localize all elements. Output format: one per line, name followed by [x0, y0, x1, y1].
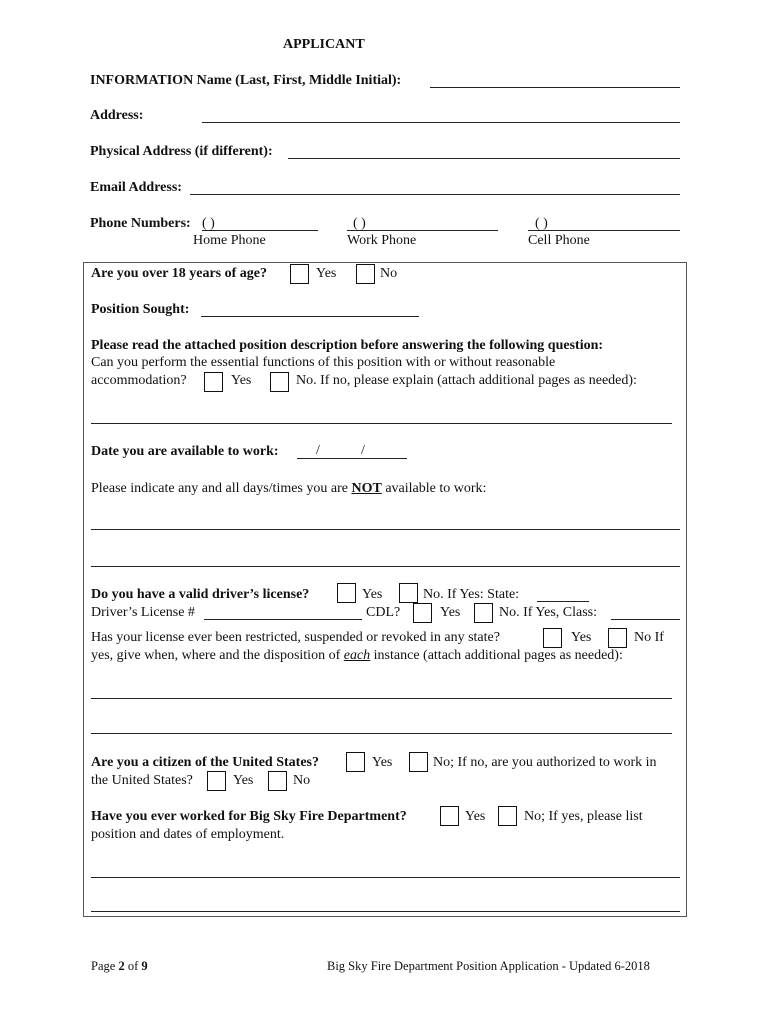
age-yes-label: Yes	[316, 266, 337, 281]
age-yes-checkbox[interactable]	[290, 264, 309, 284]
authorized-no-label: No	[293, 773, 311, 788]
email-field[interactable]	[190, 194, 680, 195]
license-no-checkbox[interactable]	[399, 583, 418, 603]
license-number-label: Driver’s License #	[91, 605, 195, 620]
physical-address-field[interactable]	[288, 158, 680, 159]
read-instruction: Please read the attached position description before answering the following question:	[91, 338, 604, 353]
license-yes-label: Yes	[362, 587, 383, 602]
date-available-field[interactable]	[297, 458, 407, 459]
cell-phone-field[interactable]	[528, 230, 680, 231]
worked-question: Have you ever worked for Big Sky Fire Department?	[91, 809, 407, 824]
position-label: Position Sought:	[91, 302, 190, 317]
not-available-line-2[interactable]	[91, 566, 680, 567]
cdl-class-field[interactable]	[611, 619, 680, 620]
position-field[interactable]	[201, 316, 419, 317]
phone-label: Phone Numbers:	[90, 216, 191, 231]
authorized-no-checkbox[interactable]	[268, 771, 287, 791]
work-phone-field[interactable]	[347, 230, 498, 231]
restricted-no-label: No If	[634, 630, 664, 645]
worked-no-checkbox[interactable]	[498, 806, 517, 826]
accommodation-yes-checkbox[interactable]	[204, 372, 223, 392]
license-state-field[interactable]	[537, 601, 589, 602]
not-available-line-1[interactable]	[91, 529, 680, 530]
cdl-no-class-label: No. If Yes, Class:	[499, 605, 598, 620]
cell-phone-paren: ( )	[535, 216, 548, 231]
date-slash-2: /	[361, 443, 365, 458]
worked-yes-label: Yes	[465, 809, 486, 824]
footer-doc-title: Big Sky Fire Department Position Application - Updated 6-2018	[327, 959, 650, 973]
age-no-label: No	[380, 266, 398, 281]
date-available-label: Date you are available to work:	[91, 444, 279, 459]
citizen-no-label: No; If no, are you authorized to work in	[433, 755, 657, 770]
address-field[interactable]	[202, 122, 680, 123]
license-question: Do you have a valid driver’s license?	[91, 587, 310, 602]
perform-question: Can you perform the essential functions of this position with or without reasonable	[91, 355, 556, 370]
citizen-yes-label: Yes	[372, 755, 393, 770]
accommodation-no-checkbox[interactable]	[270, 372, 289, 392]
citizen-no-checkbox[interactable]	[409, 752, 428, 772]
cell-phone-caption: Cell Phone	[528, 233, 590, 248]
worked-explain-line-2[interactable]	[91, 911, 680, 912]
physical-address-label: Physical Address (if different):	[90, 144, 273, 159]
cdl-yes-label: Yes	[440, 605, 461, 620]
restricted-explain-line-1[interactable]	[91, 698, 672, 699]
home-phone-field[interactable]	[202, 230, 318, 231]
address-label: Address:	[90, 108, 144, 123]
worked-yes-checkbox[interactable]	[440, 806, 459, 826]
cdl-yes-checkbox[interactable]	[413, 603, 432, 623]
age-question: Are you over 18 years of age?	[91, 266, 267, 281]
accommodation-yes-label: Yes	[231, 373, 252, 388]
worked-question-2: position and dates of employment.	[91, 827, 285, 842]
cdl-label: CDL?	[366, 605, 401, 620]
home-phone-paren: ( )	[202, 216, 215, 231]
cdl-no-checkbox[interactable]	[474, 603, 493, 623]
date-slash-1: /	[316, 443, 320, 458]
authorized-yes-checkbox[interactable]	[207, 771, 226, 791]
work-phone-caption: Work Phone	[347, 233, 417, 248]
worked-explain-line-1[interactable]	[91, 877, 680, 878]
restricted-explain-line-2[interactable]	[91, 733, 672, 734]
page-number: Page 2 of 9	[91, 959, 148, 973]
worked-no-label: No; If yes, please list	[524, 809, 643, 824]
license-yes-checkbox[interactable]	[337, 583, 356, 603]
email-label: Email Address:	[90, 180, 182, 195]
home-phone-caption: Home Phone	[193, 233, 266, 248]
citizen-yes-checkbox[interactable]	[346, 752, 365, 772]
age-no-checkbox[interactable]	[356, 264, 375, 284]
license-no-state-label: No. If Yes: State:	[423, 587, 520, 602]
restricted-no-checkbox[interactable]	[608, 628, 627, 648]
name-label: INFORMATION Name (Last, First, Middle Initial):	[90, 73, 402, 88]
license-number-field[interactable]	[204, 619, 362, 620]
not-available-text: Please indicate any and all days/times you are NOT available to work:	[91, 481, 487, 496]
restricted-yes-label: Yes	[571, 630, 592, 645]
accommodation-no-label: No. If no, please explain (attach additional pages as needed):	[296, 373, 637, 388]
authorized-question: the United States?	[91, 773, 193, 788]
section-title: APPLICANT	[283, 37, 365, 52]
citizen-question: Are you a citizen of the United States?	[91, 755, 319, 770]
restricted-question-2: yes, give when, where and the disposition of each instance (attach additional pages as needed):	[91, 648, 623, 663]
accommodation-label: accommodation?	[91, 373, 187, 388]
name-field[interactable]	[430, 87, 680, 88]
restricted-yes-checkbox[interactable]	[543, 628, 562, 648]
authorized-yes-label: Yes	[233, 773, 254, 788]
work-phone-paren: ( )	[353, 216, 366, 231]
restricted-question: Has your license ever been restricted, suspended or revoked in any state?	[91, 630, 500, 645]
accommodation-explain-line[interactable]	[91, 423, 672, 424]
